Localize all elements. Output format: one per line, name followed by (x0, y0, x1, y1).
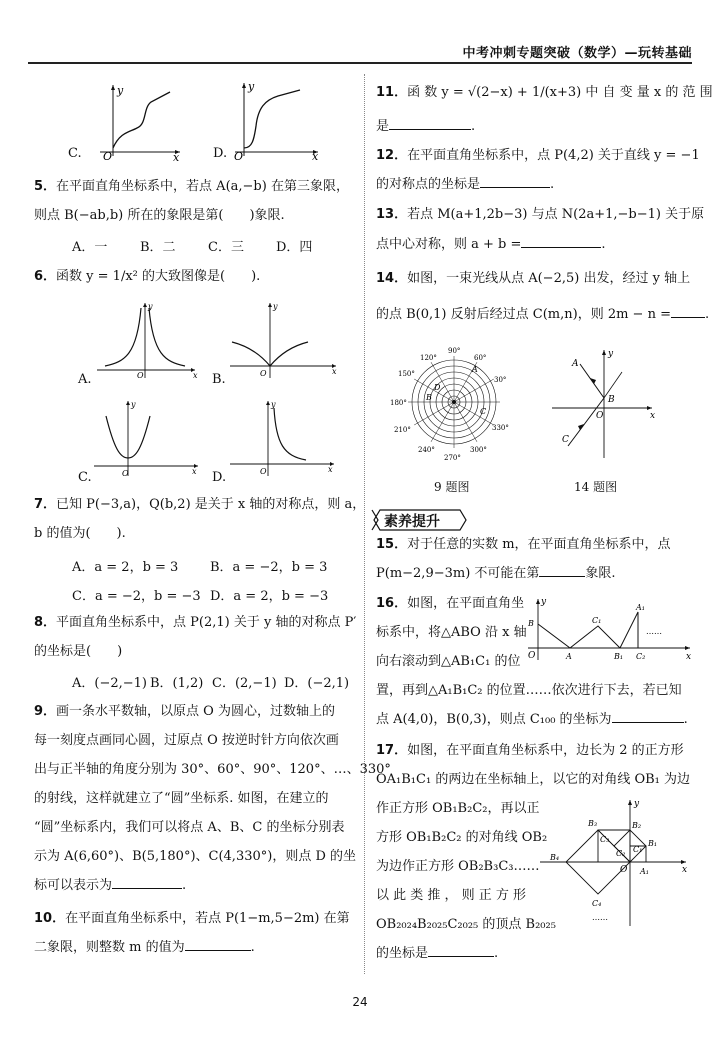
q6-graph-c (92, 398, 202, 480)
q7-line2: b 的值为( ). (34, 526, 126, 541)
q14-answer-blank[interactable] (671, 317, 705, 318)
q8-option-d: D．(−2,1) (284, 676, 350, 691)
q13-line2: 点中心对称，则 a + b = . (376, 237, 606, 252)
svg-text:y: y (131, 400, 136, 409)
svg-text:y: y (148, 302, 153, 311)
q12-line1: 12．在平面直角坐标系中，点 P(4,2) 关于直线 y = −1 (376, 148, 700, 163)
figure-16-rolling-triangle (524, 596, 694, 666)
svg-text:A₁: A₁ (636, 603, 645, 612)
angle-label-120: 120° (420, 354, 437, 362)
svg-text:y: y (634, 799, 640, 809)
svg-text:……: …… (646, 627, 662, 636)
svg-text:x: x (650, 411, 656, 421)
svg-text:O: O (234, 150, 244, 163)
q8-option-b: B．(1,2) (150, 676, 204, 691)
q5-option-c: C．三 (208, 240, 244, 255)
q4-option-c-label: C. (68, 146, 82, 161)
q6-option-c-label: C. (78, 470, 92, 485)
svg-text:C: C (480, 407, 487, 416)
svg-text:C₄: C₄ (592, 899, 602, 908)
q14-line1: 14．如图，一束光线从点 A(−2,5) 出发，经过 y 轴上 (376, 271, 691, 286)
q5-option-b: B．二 (140, 240, 176, 255)
q6-graph-d (228, 398, 338, 480)
q7-option-b: B．a = −2，b = 3 (210, 560, 328, 575)
q11-line1: 11．函 数 y = √(2−x) + 1/(x+3) 中 自 变 量 x 的 范 围 (376, 85, 713, 100)
svg-text:A₁: A₁ (640, 867, 649, 876)
svg-text:x: x (682, 865, 688, 875)
svg-text:O: O (260, 369, 267, 378)
svg-text:x: x (173, 151, 180, 164)
angle-label-330: 330° (492, 424, 509, 432)
q4-graph-d (230, 78, 325, 163)
q8-option-c: C．(2,−1) (212, 676, 277, 691)
svg-text:D: D (434, 383, 441, 392)
q6-option-d-label: D. (212, 470, 227, 485)
q9-answer-blank[interactable] (112, 888, 182, 889)
svg-text:y: y (271, 400, 276, 409)
angle-label-60: 60° (474, 354, 487, 362)
q17-line7: OB₂₀₂₄B₂₀₂₅C₂₀₂₅ 的顶点 B₂₀₂₅ (376, 917, 556, 932)
axis-y-label: y (117, 84, 124, 97)
svg-text:B₁: B₁ (648, 839, 658, 848)
svg-text:A: A (472, 365, 478, 374)
svg-text:O: O (122, 469, 129, 478)
q6-line1: 6．函数 y = 1/x² 的大致图像是( ). (34, 269, 261, 284)
svg-text:x: x (193, 371, 198, 380)
q7-option-c: C．a = −2，b = −3 (72, 589, 201, 604)
q6-option-b-label: B. (212, 372, 226, 387)
svg-text:O: O (137, 371, 144, 380)
svg-text:C₁: C₁ (592, 616, 602, 625)
page-number: 24 (352, 995, 368, 1009)
svg-text:A: A (566, 652, 572, 661)
angle-label-90: 90° (448, 347, 461, 355)
svg-text:C: C (562, 435, 569, 445)
q6-graph-a (95, 300, 200, 382)
svg-text:O: O (528, 651, 536, 661)
q6-graph-b (228, 300, 340, 382)
figure-14-reflection (548, 346, 658, 461)
q9-line4: 的射线，这样就建立了“圆”坐标系. 如图，在建立的 (34, 791, 329, 806)
svg-text:B₄: B₄ (550, 853, 560, 862)
q8-line1: 8．平面直角坐标系中，点 P(2,1) 关于 y 轴的对称点 P′ (34, 615, 357, 630)
q11-answer-blank[interactable] (389, 129, 471, 130)
angle-label-300: 300° (470, 446, 487, 454)
svg-text:y: y (541, 597, 547, 607)
q15-line2: P(m−2,9−3m) 不可能在第 象限. (376, 566, 616, 581)
q8-option-a: A．(−2,−1) (72, 676, 147, 691)
figure-17-spiral-squares (536, 798, 692, 930)
svg-text:A: A (572, 359, 579, 369)
angle-label-270: 270° (444, 454, 461, 462)
q16-line2: 标系中，将△ABO 沿 x 轴 (376, 625, 527, 640)
q17-line2: OA₁B₁C₁ 的两边在坐标轴上，以它的对角线 OB₁ 为边 (376, 772, 690, 787)
q14-line2: 的点 B(0,1) 反射后经过点 C(m,n)，则 2m − n = . (376, 307, 710, 322)
q11-line2: 是 . (376, 119, 476, 134)
q12-answer-blank[interactable] (480, 187, 550, 188)
svg-text:y: y (608, 349, 614, 359)
q7-option-a: A．a = 2，b = 3 (72, 560, 179, 575)
q17-line1: 17．如图，在平面直角坐标系中，边长为 2 的正方形 (376, 743, 684, 758)
svg-text:B₂: B₂ (632, 821, 642, 830)
svg-text:C₂: C₂ (616, 849, 626, 858)
q17-line3: 作正方形 OB₁B₂C₂，再以正 (376, 801, 540, 816)
q10-line2: 二象限，则整数 m 的值为 . (34, 940, 255, 955)
q9-line1: 9．画一条水平数轴，以原点 O 为圆心，过数轴上的 (34, 704, 335, 719)
q9-line7: 标可以表示为 . (34, 878, 187, 893)
svg-text:x: x (686, 652, 692, 662)
q9-line3: 出与正半轴的角度分别为 30°、60°、90°、120°、…、330° (34, 762, 391, 777)
svg-text:O: O (103, 150, 113, 163)
q9-line6: 示为 A(6,60°)、B(5,180°)、C(4,330°)，则点 D 的坐 (34, 849, 357, 864)
q10-answer-blank[interactable] (185, 950, 251, 951)
svg-text:x: x (312, 150, 319, 163)
q17-answer-blank[interactable] (428, 956, 494, 957)
angle-label-180: 180° (390, 399, 407, 407)
svg-text:x: x (328, 465, 333, 474)
svg-text:x: x (192, 467, 197, 476)
svg-text:O: O (260, 467, 267, 476)
svg-text:……: …… (592, 913, 608, 922)
q16-line5: 点 A(4,0)，B(0,3)，则点 C₁₀₀ 的坐标为 . (376, 712, 688, 727)
q9-line2: 每一刻度点画同心圆，过原点 O 按逆时针方向依次画 (34, 733, 339, 748)
q7-line1: 7．已知 P(−3,a)，Q(b,2) 是关于 x 轴的对称点，则 a， (34, 497, 366, 512)
q7-option-d: D．a = 2，b = −3 (210, 589, 329, 604)
q10-line1: 10．在平面直角坐标系中，若点 P(1−m,5−2m) 在第 (34, 911, 350, 926)
q8-line2: 的坐标是( ) (34, 644, 123, 659)
svg-text:O: O (596, 411, 604, 421)
svg-text:B: B (528, 619, 534, 628)
q13-answer-blank[interactable] (521, 247, 601, 248)
q5-option-a: A．一 (72, 240, 108, 255)
q17-line4: 方形 OB₁B₂C₂ 的对角线 OB₂ (376, 830, 548, 845)
q6-option-a-label: A. (78, 372, 92, 387)
q16-line3: 向右滚动到△AB₁C₁ 的位 (376, 654, 521, 669)
header-title: 中考冲刺专题突破（数学）—玩转基础 (462, 46, 692, 61)
q13-line1: 13．若点 M(a+1,2b−3) 与点 N(2a+1,−b−1) 关于原 (376, 207, 705, 222)
q16-answer-blank[interactable] (612, 722, 684, 723)
q4-graph-c (95, 80, 185, 164)
svg-text:B₁: B₁ (614, 652, 624, 661)
svg-text:B: B (426, 393, 432, 402)
page-header (28, 40, 692, 64)
svg-text:O: O (620, 865, 628, 875)
svg-text:y: y (273, 302, 278, 311)
angle-label-150: 150° (398, 370, 415, 378)
section-tag (370, 508, 470, 532)
svg-text:B: B (608, 395, 615, 405)
q16-line1: 16．如图，在平面直角坐 (376, 596, 525, 611)
figure-14-caption: 14 题图 (574, 480, 618, 494)
q17-line6: 以 此 类 推 ， 则 正 方 形 (376, 888, 527, 903)
q9-line5: “圆”坐标系内，我们可以将点 A、B、C 的坐标分别表 (34, 820, 345, 835)
q5-line1: 5．在平面直角坐标系中，若点 A(a,−b) 在第三象限， (34, 179, 349, 194)
section-tag-label: 素养提升 (384, 514, 440, 530)
figure-9-polar-grid (386, 342, 526, 462)
svg-text:B₃: B₃ (588, 819, 598, 828)
q15-answer-blank[interactable] (539, 576, 585, 577)
angle-label-240: 240° (418, 446, 435, 454)
q5-option-d: D．四 (276, 240, 313, 255)
angle-label-210: 210° (394, 426, 411, 434)
svg-text:C₂: C₂ (636, 652, 646, 661)
svg-text:y: y (248, 80, 255, 93)
q17-line5: 为边作正方形 OB₂B₃C₃…… (376, 859, 540, 874)
column-divider (364, 74, 365, 974)
angle-label-30: 30° (494, 376, 507, 384)
q17-line8: 的坐标是 . (376, 946, 499, 961)
q12-line2: 的对称点的坐标是 . (376, 177, 555, 192)
svg-text:C₁: C₁ (633, 845, 643, 854)
figure-9-caption: 9 题图 (434, 480, 470, 494)
q4-option-d-label: D. (213, 146, 228, 161)
q5-line2: 则点 B(−ab,b) 所在的象限是第( )象限. (34, 208, 285, 223)
q16-line4: 置，再到△A₁B₁C₂ 的位置……依次进行下去，若已知 (376, 683, 682, 698)
svg-text:C₃: C₃ (600, 835, 610, 844)
svg-text:x: x (332, 367, 337, 376)
q15-line1: 15．对于任意的实数 m，在平面直角坐标系中，点 (376, 537, 671, 552)
